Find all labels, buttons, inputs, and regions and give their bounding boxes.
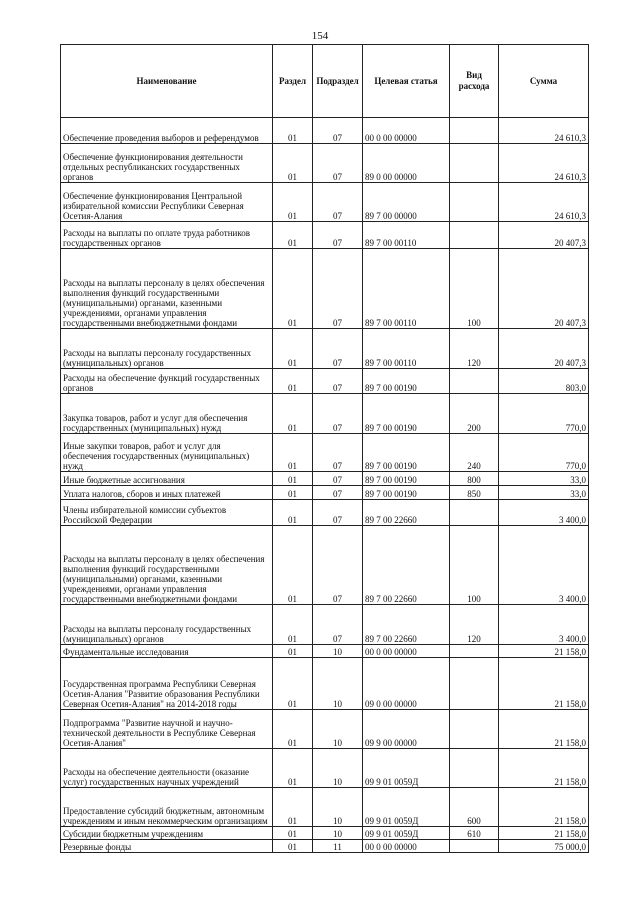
cell-vid-rashoda: 100 <box>450 249 499 329</box>
header-name: Наименование <box>61 45 273 118</box>
cell-razdel: 01 <box>273 500 313 526</box>
cell-podrazdel: 10 <box>313 788 363 827</box>
cell-podrazdel: 10 <box>313 645 363 658</box>
cell-vid-rashoda <box>450 500 499 526</box>
cell-celevaya-statya: 89 7 00 00190 <box>363 434 450 472</box>
cell-celevaya-statya: 89 7 00 00110 <box>363 249 450 329</box>
table-row <box>61 249 589 329</box>
header-podrazdel: Подраздел <box>313 45 363 118</box>
cell-celevaya-statya: 00 0 00 00000 <box>363 840 450 853</box>
cell-razdel: 01 <box>273 144 313 183</box>
table-row <box>61 183 589 222</box>
cell-summa: 21 158,0 <box>499 788 589 827</box>
cell-podrazdel: 07 <box>313 472 363 486</box>
cell-celevaya-statya: 89 7 00 00000 <box>363 183 450 222</box>
cell-name: Расходы на обеспечение деятельности (оказание услуг) государственных научных учреждений <box>61 749 273 788</box>
cell-summa: 33,0 <box>499 472 589 486</box>
cell-vid-rashoda <box>450 144 499 183</box>
cell-razdel: 01 <box>273 645 313 658</box>
table-row <box>61 222 589 249</box>
cell-podrazdel: 10 <box>313 749 363 788</box>
cell-vid-rashoda: 120 <box>450 605 499 645</box>
cell-razdel: 01 <box>273 222 313 249</box>
page-number: 154 <box>311 30 329 42</box>
cell-vid-rashoda: 120 <box>450 329 499 369</box>
cell-vid-rashoda <box>450 369 499 394</box>
cell-vid-rashoda <box>450 840 499 853</box>
table-row <box>61 434 589 472</box>
table-row <box>61 710 589 749</box>
cell-celevaya-statya: 89 7 00 22660 <box>363 526 450 605</box>
cell-razdel: 01 <box>273 394 313 434</box>
cell-podrazdel: 07 <box>313 369 363 394</box>
cell-podrazdel: 07 <box>313 394 363 434</box>
cell-podrazdel: 11 <box>313 840 363 853</box>
table-row <box>61 144 589 183</box>
cell-podrazdel: 07 <box>313 183 363 222</box>
table-row <box>61 472 589 486</box>
cell-podrazdel: 10 <box>313 827 363 840</box>
budget-table <box>60 44 589 853</box>
cell-summa: 24 610,3 <box>499 118 589 144</box>
cell-podrazdel: 07 <box>313 118 363 144</box>
cell-summa: 803,0 <box>499 369 589 394</box>
cell-name: Обеспечение функционирования Центральной избирательной комиссии Республики Северная Осетия-Алания <box>61 183 273 222</box>
cell-vid-rashoda <box>450 710 499 749</box>
cell-razdel: 01 <box>273 183 313 222</box>
cell-summa: 20 407,3 <box>499 329 589 369</box>
cell-vid-rashoda: 600 <box>450 788 499 827</box>
cell-summa: 33,0 <box>499 486 589 500</box>
cell-razdel: 01 <box>273 249 313 329</box>
cell-name: Иные бюджетные ассигнования <box>61 472 273 486</box>
cell-podrazdel: 10 <box>313 710 363 749</box>
cell-celevaya-statya: 09 0 00 00000 <box>363 658 450 710</box>
cell-podrazdel: 10 <box>313 658 363 710</box>
cell-razdel: 01 <box>273 605 313 645</box>
header-vid-rashoda: Вид расхода <box>450 45 499 118</box>
cell-celevaya-statya: 89 7 00 00110 <box>363 329 450 369</box>
cell-celevaya-statya: 89 7 00 22660 <box>363 500 450 526</box>
cell-podrazdel: 07 <box>313 329 363 369</box>
cell-podrazdel: 07 <box>313 249 363 329</box>
cell-summa: 24 610,3 <box>499 183 589 222</box>
cell-name: Обеспечение проведения выборов и референдумов <box>61 118 273 144</box>
cell-razdel: 01 <box>273 369 313 394</box>
cell-podrazdel: 07 <box>313 486 363 500</box>
cell-name: Иные закупки товаров, работ и услуг для обеспечения государственных (муниципальных) нужд <box>61 434 273 472</box>
cell-name: Расходы на выплаты персоналу в целях обеспечения выполнения функций государственными (муниципальными) органами, казенными учреждениями, органами управления государственными внебюджетными фондами <box>61 526 273 605</box>
cell-razdel: 01 <box>273 486 313 500</box>
cell-name: Предоставление субсидий бюджетным, автономным учреждениям и иным некоммерческим организациям <box>61 788 273 827</box>
cell-razdel: 01 <box>273 788 313 827</box>
cell-summa: 24 610,3 <box>499 144 589 183</box>
cell-razdel: 01 <box>273 749 313 788</box>
cell-vid-rashoda <box>450 658 499 710</box>
table-row <box>61 788 589 827</box>
cell-name: Уплата налогов, сборов и иных платежей <box>61 486 273 500</box>
header-summa: Сумма <box>499 45 589 118</box>
table-row <box>61 749 589 788</box>
cell-summa: 21 158,0 <box>499 749 589 788</box>
cell-name: Обеспечение функционирования деятельности отдельных республиканских государственных органов <box>61 144 273 183</box>
cell-celevaya-statya: 89 7 00 00190 <box>363 369 450 394</box>
cell-celevaya-statya: 89 7 00 00190 <box>363 486 450 500</box>
cell-summa: 21 158,0 <box>499 658 589 710</box>
cell-summa: 75 000,0 <box>499 840 589 853</box>
cell-summa: 20 407,3 <box>499 249 589 329</box>
cell-vid-rashoda: 800 <box>450 472 499 486</box>
cell-celevaya-statya: 09 9 01 0059Д <box>363 788 450 827</box>
cell-name: Закупка товаров, работ и услуг для обеспечения государственных (муниципальных) нужд <box>61 394 273 434</box>
cell-vid-rashoda: 610 <box>450 827 499 840</box>
cell-summa: 21 158,0 <box>499 827 589 840</box>
cell-celevaya-statya: 89 0 00 00000 <box>363 144 450 183</box>
cell-celevaya-statya: 00 0 00 00000 <box>363 118 450 144</box>
cell-name: Расходы на выплаты персоналу государственных (муниципальных) органов <box>61 605 273 645</box>
cell-vid-rashoda: 200 <box>450 394 499 434</box>
table-row <box>61 827 589 840</box>
cell-celevaya-statya: 89 7 00 00110 <box>363 222 450 249</box>
cell-summa: 21 158,0 <box>499 645 589 658</box>
cell-razdel: 01 <box>273 434 313 472</box>
cell-vid-rashoda <box>450 183 499 222</box>
cell-name: Государственная программа Республики Северная Осетия-Алания "Развитие образования Республики Северная Осетия-Алания" на 2014-2018 годы <box>61 658 273 710</box>
cell-vid-rashoda: 850 <box>450 486 499 500</box>
cell-vid-rashoda: 100 <box>450 526 499 605</box>
cell-podrazdel: 07 <box>313 605 363 645</box>
cell-razdel: 01 <box>273 840 313 853</box>
cell-razdel: 01 <box>273 710 313 749</box>
cell-razdel: 01 <box>273 472 313 486</box>
table-header-row <box>61 45 589 118</box>
table-row <box>61 658 589 710</box>
cell-summa: 3 400,0 <box>499 605 589 645</box>
cell-name: Члены избирательной комиссии субъектов Российской Федерации <box>61 500 273 526</box>
cell-razdel: 01 <box>273 827 313 840</box>
cell-name: Субсидии бюджетным учреждениям <box>61 827 273 840</box>
cell-vid-rashoda <box>450 645 499 658</box>
cell-summa: 21 158,0 <box>499 710 589 749</box>
table-row <box>61 605 589 645</box>
cell-razdel: 01 <box>273 526 313 605</box>
cell-summa: 3 400,0 <box>499 500 589 526</box>
cell-name: Резервные фонды <box>61 840 273 853</box>
cell-name: Расходы на выплаты персоналу государственных (муниципальных) органов <box>61 329 273 369</box>
cell-podrazdel: 07 <box>313 434 363 472</box>
cell-vid-rashoda: 240 <box>450 434 499 472</box>
cell-vid-rashoda <box>450 222 499 249</box>
cell-name: Расходы на выплаты по оплате труда работников государственных органов <box>61 222 273 249</box>
cell-summa: 770,0 <box>499 434 589 472</box>
cell-vid-rashoda <box>450 749 499 788</box>
cell-celevaya-statya: 89 7 00 00190 <box>363 472 450 486</box>
cell-summa: 770,0 <box>499 394 589 434</box>
cell-name: Расходы на обеспечение функций государственных органов <box>61 369 273 394</box>
cell-podrazdel: 07 <box>313 222 363 249</box>
cell-summa: 20 407,3 <box>499 222 589 249</box>
cell-name: Подпрограмма "Развитие научной и научно-технической деятельности в Республике Северная Осетия-Алания" <box>61 710 273 749</box>
cell-name: Расходы на выплаты персоналу в целях обеспечения выполнения функций государственными (муниципальными) органами, казенными учреждениями, органами управления государственными внебюджетными фондами <box>61 249 273 329</box>
table-row <box>61 329 589 369</box>
cell-celevaya-statya: 00 0 00 00000 <box>363 645 450 658</box>
cell-podrazdel: 07 <box>313 526 363 605</box>
cell-name: Фундаментальные исследования <box>61 645 273 658</box>
cell-celevaya-statya: 09 9 00 00000 <box>363 710 450 749</box>
cell-celevaya-statya: 89 7 00 22660 <box>363 605 450 645</box>
table-row <box>61 526 589 605</box>
table-row <box>61 645 589 658</box>
header-razdel: Раздел <box>273 45 313 118</box>
cell-vid-rashoda <box>450 118 499 144</box>
cell-razdel: 01 <box>273 118 313 144</box>
table-row <box>61 369 589 394</box>
cell-razdel: 01 <box>273 658 313 710</box>
table-row <box>61 118 589 144</box>
cell-celevaya-statya: 89 7 00 00190 <box>363 394 450 434</box>
cell-celevaya-statya: 09 9 01 0059Д <box>363 827 450 840</box>
table-row <box>61 500 589 526</box>
table-row <box>61 840 589 853</box>
cell-summa: 3 400,0 <box>499 526 589 605</box>
cell-razdel: 01 <box>273 329 313 369</box>
cell-podrazdel: 07 <box>313 500 363 526</box>
cell-celevaya-statya: 09 9 01 0059Д <box>363 749 450 788</box>
table-row <box>61 394 589 434</box>
table-row <box>61 486 589 500</box>
header-celevaya-statya: Целевая статья <box>363 45 450 118</box>
cell-podrazdel: 07 <box>313 144 363 183</box>
